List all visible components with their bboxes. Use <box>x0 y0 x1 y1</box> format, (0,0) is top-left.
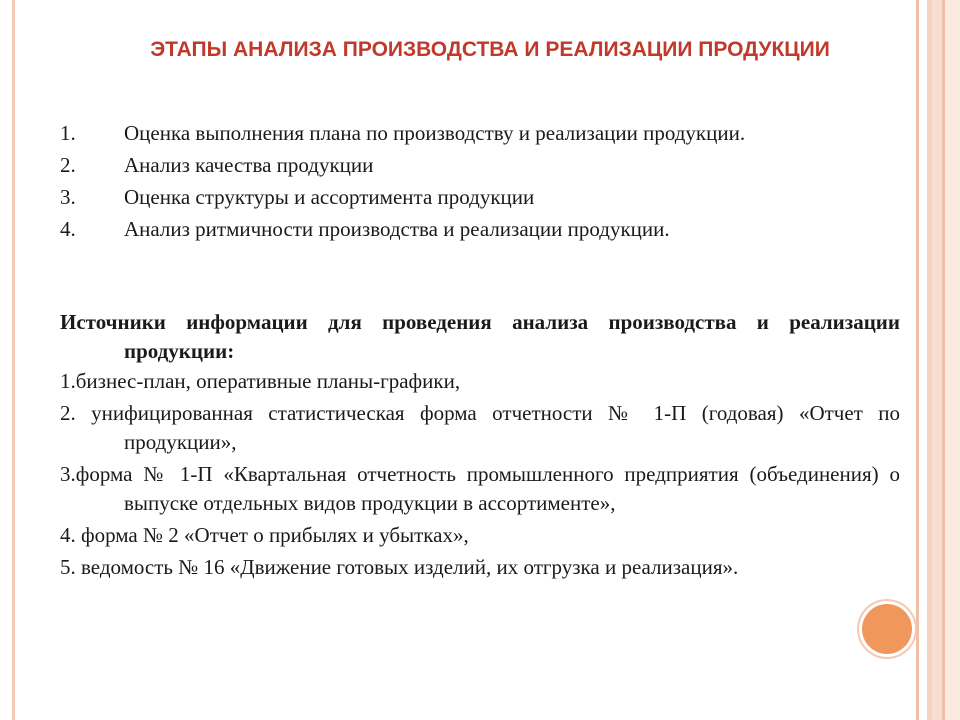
source-item: 5. ведомость № 16 «Движение готовых изделий, их отгрузка и реализация». <box>60 555 739 579</box>
stages-list <box>60 118 900 246</box>
sources-heading: Источники информации для проведения анализа производства и реализации продукции: <box>60 310 900 363</box>
source-item: 3.форма № 1-П «Квартальная отчетность промышленного предприятия (объединения) о выпуске отдельных видов продукции в ассортименте», <box>60 462 900 515</box>
decor-stripe <box>945 0 960 720</box>
list-item-text: Оценка структуры и ассортимента продукции <box>124 185 535 209</box>
list-item <box>60 150 900 180</box>
source-item: 2. унифицированная статистическая форма отчетности № 1-П (годовая) «Отчет по продукции», <box>60 401 900 454</box>
right-decor-band <box>916 0 960 720</box>
list-item-text: Анализ качества продукции <box>124 153 374 177</box>
sources-section <box>60 308 900 585</box>
decorative-circle <box>862 604 912 654</box>
decor-stripe <box>916 0 919 720</box>
list-item <box>60 118 900 148</box>
source-item: 1.бизнес-план, оперативные планы-графики, <box>60 369 461 393</box>
decor-stripe <box>932 0 942 720</box>
list-item <box>60 182 900 212</box>
list-item-number: 1. <box>60 121 76 145</box>
list-item-text: Оценка выполнения плана по производству и реализации продукции. <box>124 121 746 145</box>
list-item-number: 3. <box>60 185 76 209</box>
list-item <box>60 214 900 244</box>
list-item-number: 2. <box>60 153 76 177</box>
slide-title: ЭТАПЫ АНАЛИЗА ПРОИЗВОДСТВА И РЕАЛИЗАЦИИ ПРОДУКЦИИ <box>150 38 830 61</box>
left-decor-stripe <box>12 0 15 720</box>
source-item: 4. форма № 2 «Отчет о прибылях и убытках», <box>60 523 469 547</box>
list-item-text: Анализ ритмичности производства и реализации продукции. <box>124 217 670 241</box>
list-item-number: 4. <box>60 217 76 241</box>
